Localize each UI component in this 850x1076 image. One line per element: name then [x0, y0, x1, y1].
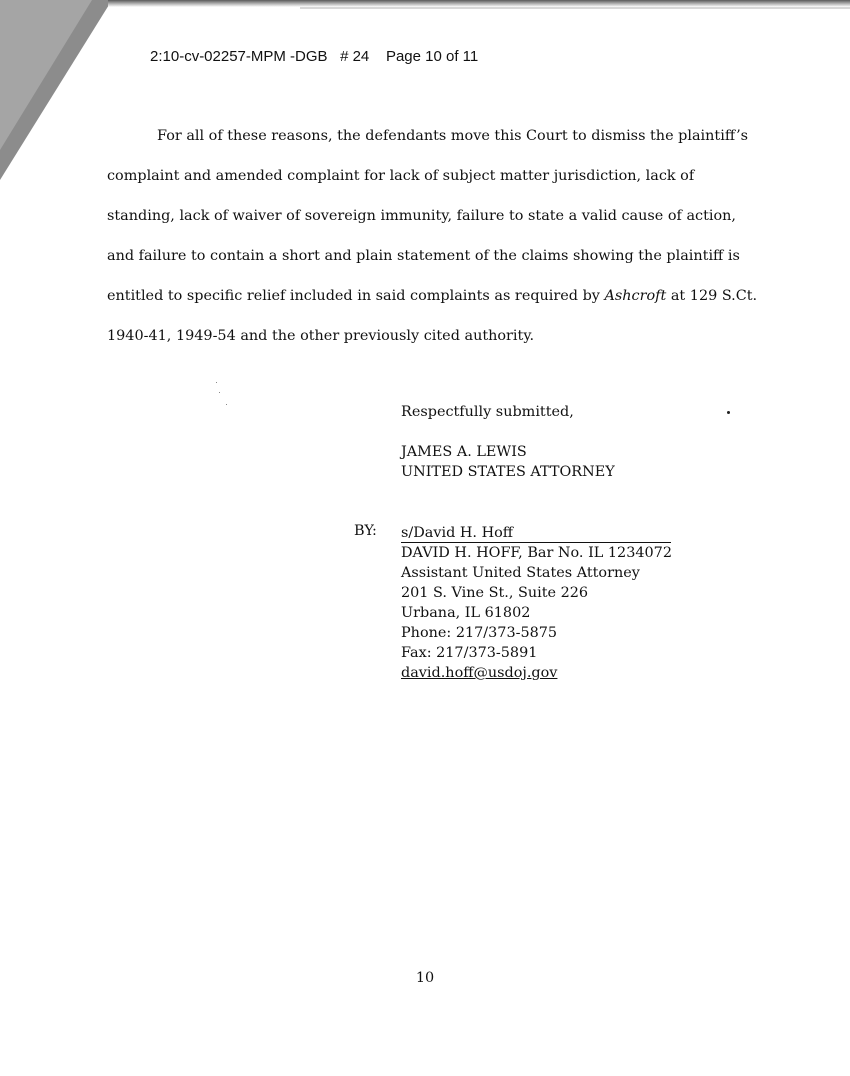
- by-label: BY:: [354, 523, 377, 539]
- attorney-name: DAVID H. HOFF, Bar No. IL 1234072: [401, 545, 672, 561]
- us-attorney-title: UNITED STATES ATTORNEY: [401, 464, 615, 480]
- address-line-1: 201 S. Vine St., Suite 226: [401, 585, 589, 601]
- us-attorney-name: JAMES A. LEWIS: [401, 444, 527, 460]
- scan-fold-shade: [0, 0, 92, 150]
- scan-top-edge-light: [300, 7, 850, 9]
- paragraph-line: complaint and amended complaint for lack of subject matter jurisdiction, lack of: [107, 168, 695, 184]
- signature-block: [401, 402, 615, 482]
- case-citation: Ashcroft: [604, 288, 667, 304]
- closing: Respectfully submitted,: [401, 404, 574, 420]
- scan-speck: [219, 392, 220, 393]
- electronic-signature: s/David H. Hoff: [401, 524, 671, 543]
- paragraph-line: 1940-41, 1949-54 and the other previously cited authority.: [107, 328, 535, 344]
- paragraph-line: and failure to contain a short and plain statement of the claims showing the plaintiff is: [107, 248, 740, 264]
- page-of-total: Page 10 of 11: [385, 48, 479, 65]
- scan-speck: [727, 411, 730, 414]
- court-filing-header: [150, 48, 478, 65]
- paragraph-line: For all of these reasons, the defendants move this Court to dismiss the plaintiff’s: [157, 128, 749, 144]
- scan-speck: [216, 382, 217, 383]
- motion-paragraph: [107, 123, 758, 363]
- line-text: entitled to specific relief included in said complaints as required by: [107, 288, 605, 304]
- email-link[interactable]: david.hoff@usdoj.gov: [401, 665, 558, 681]
- signer-details: [401, 523, 672, 683]
- paragraph-line: [107, 283, 758, 323]
- phone-number: Phone: 217/373-5875: [401, 625, 558, 641]
- scan-top-edge: [108, 0, 850, 7]
- address-line-2: Urbana, IL 61802: [401, 605, 531, 621]
- document-number: # 24: [340, 48, 370, 65]
- scan-speck: [226, 404, 227, 405]
- case-number: 2:10-cv-02257-MPM -DGB: [150, 48, 328, 65]
- page-number: 10: [415, 970, 435, 986]
- attorney-title: Assistant United States Attorney: [401, 565, 640, 581]
- paragraph-line: standing, lack of waiver of sovereign immunity, failure to state a valid cause of action,: [107, 208, 736, 224]
- line-text: at 129 S.Ct.: [666, 288, 758, 304]
- fax-number: Fax: 217/373-5891: [401, 645, 538, 661]
